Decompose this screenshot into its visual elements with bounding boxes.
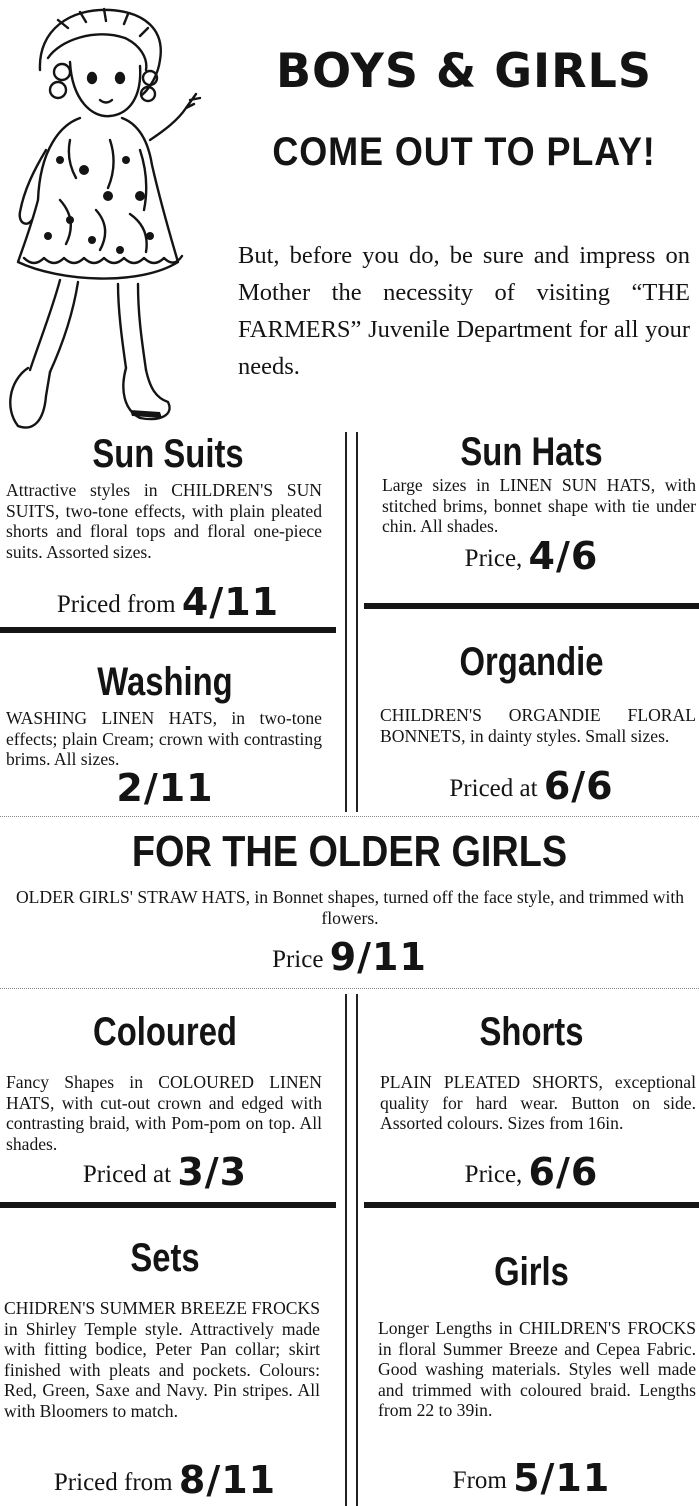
rule-shorts — [364, 1202, 699, 1208]
coloured-price-amount: 3/3 — [177, 1150, 248, 1194]
washing-price — [0, 768, 330, 811]
sets-price — [0, 1460, 330, 1503]
girl-illustration — [0, 0, 230, 440]
column-divider-top-2 — [356, 432, 358, 812]
sun-suits-title: Sun Suits — [92, 432, 244, 476]
organdie-title: Organdie — [459, 640, 604, 684]
sets-title: Sets — [130, 1236, 200, 1280]
older-girls-body: OLDER GIRLS' STRAW HATS, in Bonnet shapes, turned off the face style, and trimmed with flowers. — [15, 887, 685, 928]
organdie-body: CHILDREN'S ORGANDIE FLORAL BONNETS, in dainty styles. Small sizes. — [380, 705, 696, 746]
sun-hats-price-amount: 4/6 — [528, 534, 599, 578]
coloured-price-label: Priced at — [82, 1161, 172, 1188]
girls-title: Girls — [494, 1250, 569, 1294]
girls-body: Longer Lengths in CHILDREN'S FROCKS in floral Summer Breeze and Cepea Fabric. Good washing materials. Styles well made and trimmed with coloured braid. Lengths from 22 to 39in. — [378, 1318, 696, 1421]
washing-body: WASHING LINEN HATS, in two-tone effects; plain Cream; crown with contrasting brims. All sizes. — [6, 708, 322, 770]
headline-boys-girls: BOYS & GIRLS — [275, 44, 653, 99]
girls-price-label: From — [452, 1467, 507, 1494]
divider-older-girls-top — [0, 816, 699, 817]
shorts-title: Shorts — [479, 1010, 584, 1054]
organdie-price-label: Priced at — [449, 775, 538, 802]
sets-body: CHIDREN'S SUMMER BREEZE FROCKS in Shirley Temple style. Attractively made with fitting bodice, Peter Pan collar; skirt finished with pleats and pockets. Colours: Red, Green, Saxe and Navy. Pin stripes. All with Bloomers to match. — [4, 1298, 320, 1421]
rule-sun-hats — [364, 603, 699, 609]
sun-hats-price — [364, 536, 699, 579]
rule-coloured — [0, 1202, 336, 1208]
column-divider-bottom-2 — [356, 994, 358, 1506]
sun-suits-price-label: Priced from — [56, 591, 176, 618]
washing-title: Washing — [97, 660, 233, 704]
sets-price-label: Priced from — [53, 1469, 173, 1496]
shorts-body: PLAIN PLEATED SHORTS, exceptional quality for hard wear. Button on side. Assorted colours. Sizes from 16in. — [380, 1072, 696, 1134]
older-girls-price-label: Price — [272, 946, 324, 973]
coloured-price — [0, 1152, 330, 1195]
shorts-price-amount: 6/6 — [528, 1150, 599, 1194]
older-girls-price — [0, 937, 699, 980]
older-girls-price-amount: 9/11 — [329, 935, 427, 979]
coloured-title: Coloured — [93, 1010, 237, 1054]
sun-suits-price-amount: 4/11 — [181, 580, 280, 624]
organdie-price — [364, 766, 699, 809]
shorts-price-label: Price, — [464, 1161, 523, 1188]
older-girls-title: FOR THE OLDER GIRLS — [131, 827, 568, 876]
organdie-price-amount: 6/6 — [543, 764, 614, 808]
intro-paragraph: But, before you do, be sure and impress on Mother the necessity of visiting “THE FARMERS” Juvenile Department for all your needs. — [238, 242, 690, 380]
headline-come-out: COME OUT TO PLAY! — [272, 130, 656, 174]
shorts-price — [364, 1152, 699, 1195]
coloured-body: Fancy Shapes in COLOURED LINEN HATS, with cut-out crown and edged with contrasting braid, with Pom-pom on top. All shades. — [6, 1072, 322, 1154]
divider-older-girls-bottom — [0, 988, 699, 989]
girls-price-amount: 5/11 — [513, 1456, 611, 1500]
rule-sun-suits — [0, 627, 336, 633]
washing-price-amount: 2/11 — [116, 766, 214, 810]
girls-price — [364, 1458, 699, 1501]
column-divider-bottom — [345, 994, 347, 1506]
sun-hats-title: Sun Hats — [460, 430, 603, 474]
sun-suits-price — [0, 582, 336, 625]
sun-hats-body: Large sizes in LINEN SUN HATS, with stitched brims, bonnet shape with tie under chin. All shades. — [382, 475, 696, 537]
sets-price-amount: 8/11 — [178, 1458, 277, 1502]
sun-hats-price-label: Price, — [464, 545, 523, 572]
column-divider-top — [345, 432, 347, 812]
sun-suits-body: Attractive styles in CHILDREN'S SUN SUITS, two-tone effects, with plain pleated shorts and floral tops and floral one-piece suits. Assorted sizes. — [6, 480, 322, 562]
